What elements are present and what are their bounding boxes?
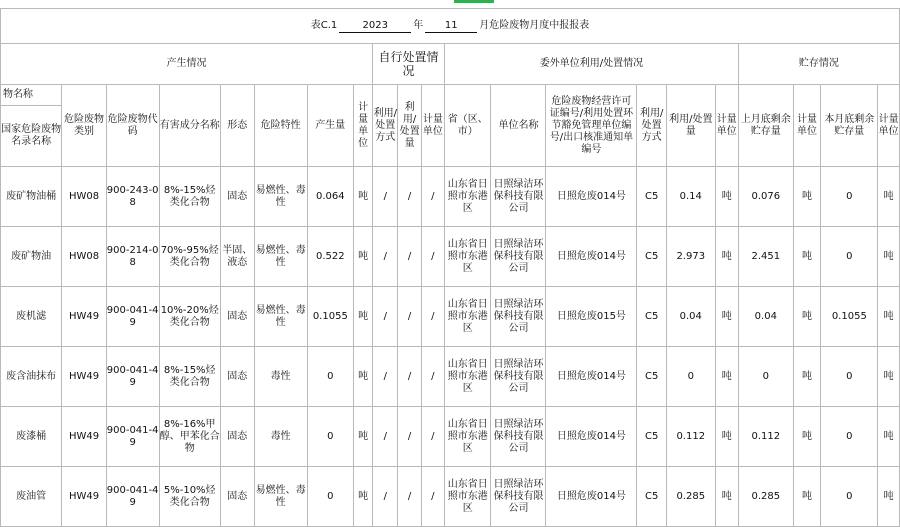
cell-out-method: C5: [637, 227, 667, 287]
cell-out-unit: 吨: [715, 467, 738, 527]
header-last-stock: 上月底剩余贮存量: [738, 85, 793, 167]
header-stock-unit-2: 计量单位: [878, 85, 900, 167]
table-row: [1, 407, 900, 467]
group-header-row: [1, 44, 900, 85]
cell-amount: 0: [307, 347, 354, 407]
cell-amount: 0.522: [307, 227, 354, 287]
header-self-amount: 利用/处置量: [398, 85, 421, 167]
cell-stock-unit: 吨: [793, 467, 820, 527]
title-year: 2023: [339, 20, 411, 33]
header-license: 危险废物经营许可证编号/利用处置环节豁免管理单位编号/出口核准通知单编号: [546, 85, 637, 167]
header-waste-name-top: 物名称: [1, 85, 62, 106]
cell-province: 山东省日照市东港区: [444, 347, 491, 407]
cell-unit: 吨: [354, 227, 373, 287]
group-produce: 产生情况: [1, 44, 373, 85]
cell-out-amount: 2.973: [666, 227, 715, 287]
cell-out-unit: 吨: [715, 407, 738, 467]
sheet-top-bar: [0, 0, 900, 8]
cell-form: 固态: [220, 467, 254, 527]
cell-unit: 吨: [354, 167, 373, 227]
table-row: [1, 167, 900, 227]
cell-stock-unit-2: 吨: [878, 227, 900, 287]
cell-stock-unit-2: 吨: [878, 347, 900, 407]
header-company: 单位名称: [491, 85, 546, 167]
cell-out-method: C5: [637, 467, 667, 527]
cell-self-unit: /: [421, 167, 444, 227]
cell-harmful: 8%-15%烃类化合物: [159, 347, 220, 407]
cell-out-amount: 0.04: [666, 287, 715, 347]
cell-province: 山东省日照市东港区: [444, 467, 491, 527]
cell-license: 日照危废014号: [546, 467, 637, 527]
cell-stock-unit-2: 吨: [878, 167, 900, 227]
cell-category: HW49: [62, 287, 106, 347]
cell-out-amount: 0.112: [666, 407, 715, 467]
cell-category: HW08: [62, 227, 106, 287]
cell-amount: 0.064: [307, 167, 354, 227]
cell-stock-unit: 吨: [793, 227, 820, 287]
cell-code: 900-214-08: [106, 227, 159, 287]
cell-license: 日照危废014号: [546, 407, 637, 467]
cell-amount: 0: [307, 467, 354, 527]
cell-name: 废含油抹布: [1, 347, 62, 407]
cell-code: 900-041-49: [106, 287, 159, 347]
cell-self-unit: /: [421, 227, 444, 287]
cell-unit: 吨: [354, 467, 373, 527]
cell-hazard: 毒性: [254, 347, 307, 407]
header-code: 危险废物代码: [106, 85, 159, 167]
table-row: [1, 347, 900, 407]
cell-out-amount: 0.14: [666, 167, 715, 227]
cell-self-amount: /: [398, 227, 421, 287]
cell-last-stock: 0.285: [738, 467, 793, 527]
cell-self-amount: /: [398, 467, 421, 527]
cell-code: 900-243-08: [106, 167, 159, 227]
table-row: [1, 227, 900, 287]
cell-amount: 0: [307, 407, 354, 467]
header-amount: 产生量: [307, 85, 354, 167]
cell-self-amount: /: [398, 167, 421, 227]
header-stock-unit: 计量单位: [793, 85, 820, 167]
cell-self-method: /: [373, 167, 398, 227]
cell-last-stock: 0.076: [738, 167, 793, 227]
header-hazard: 危险特性: [254, 85, 307, 167]
cell-category: HW49: [62, 467, 106, 527]
cell-hazard: 易燃性、毒性: [254, 287, 307, 347]
title-prefix: 表C.1: [310, 19, 338, 31]
header-category: 危险废物类别: [62, 85, 106, 167]
group-storage: 贮存情况: [738, 44, 899, 85]
cell-this-stock: 0: [821, 467, 878, 527]
cell-stock-unit-2: 吨: [878, 287, 900, 347]
cell-name: 废漆桶: [1, 407, 62, 467]
cell-out-amount: 0: [666, 347, 715, 407]
cell-code: 900-041-49: [106, 347, 159, 407]
cell-self-method: /: [373, 227, 398, 287]
cell-unit: 吨: [354, 347, 373, 407]
cell-stock-unit: 吨: [793, 287, 820, 347]
cell-out-method: C5: [637, 347, 667, 407]
cell-stock-unit: 吨: [793, 347, 820, 407]
title-month: 11: [425, 20, 477, 33]
cell-license: 日照危废014号: [546, 167, 637, 227]
cell-category: HW49: [62, 347, 106, 407]
cell-company: 日照绿洁环保科技有限公司: [491, 287, 546, 347]
cell-license: 日照危废014号: [546, 347, 637, 407]
cell-name: 废矿物油桶: [1, 167, 62, 227]
cell-amount: 0.1055: [307, 287, 354, 347]
cell-self-method: /: [373, 467, 398, 527]
cell-this-stock: 0.1055: [821, 287, 878, 347]
cell-self-method: /: [373, 287, 398, 347]
cell-self-amount: /: [398, 407, 421, 467]
cell-company: 日照绿洁环保科技有限公司: [491, 167, 546, 227]
cell-this-stock: 0: [821, 227, 878, 287]
header-waste-name: 国家危险废物名录名称: [1, 106, 62, 167]
active-cell-accent: [454, 0, 494, 3]
cell-this-stock: 0: [821, 167, 878, 227]
cell-last-stock: 0.112: [738, 407, 793, 467]
cell-stock-unit: 吨: [793, 167, 820, 227]
cell-stock-unit: 吨: [793, 407, 820, 467]
cell-company: 日照绿洁环保科技有限公司: [491, 347, 546, 407]
cell-out-unit: 吨: [715, 167, 738, 227]
header-self-method: 利用/处置方式: [373, 85, 398, 167]
cell-harmful: 70%-95%烃类化合物: [159, 227, 220, 287]
cell-out-unit: 吨: [715, 227, 738, 287]
cell-license: 日照危废015号: [546, 287, 637, 347]
cell-hazard: 毒性: [254, 407, 307, 467]
cell-province: 山东省日照市东港区: [444, 407, 491, 467]
cell-category: HW49: [62, 407, 106, 467]
header-harmful: 有害成分名称: [159, 85, 220, 167]
cell-province: 山东省日照市东港区: [444, 287, 491, 347]
cell-stock-unit-2: 吨: [878, 407, 900, 467]
cell-category: HW08: [62, 167, 106, 227]
cell-self-unit: /: [421, 407, 444, 467]
cell-harmful: 8%-15%烃类化合物: [159, 167, 220, 227]
cell-harmful: 10%-20%烃类化合物: [159, 287, 220, 347]
cell-code: 900-041-49: [106, 467, 159, 527]
title-row: [1, 9, 900, 44]
cell-stock-unit-2: 吨: [878, 467, 900, 527]
header-form: 形态: [220, 85, 254, 167]
cell-form: 固态: [220, 167, 254, 227]
cell-hazard: 易燃性、毒性: [254, 227, 307, 287]
cell-last-stock: 2.451: [738, 227, 793, 287]
header-unit: 计量单位: [354, 85, 373, 167]
column-header-row-1: [1, 85, 900, 106]
cell-name: 废油管: [1, 467, 62, 527]
cell-this-stock: 0: [821, 407, 878, 467]
cell-out-unit: 吨: [715, 347, 738, 407]
cell-province: 山东省日照市东港区: [444, 167, 491, 227]
cell-hazard: 易燃性、毒性: [254, 167, 307, 227]
header-out-method: 利用/处置方式: [637, 85, 667, 167]
header-this-stock: 本月底剩余贮存量: [821, 85, 878, 167]
cell-self-unit: /: [421, 287, 444, 347]
cell-out-method: C5: [637, 167, 667, 227]
cell-self-method: /: [373, 407, 398, 467]
cell-form: 固态: [220, 407, 254, 467]
group-self: 自行处置情况: [373, 44, 445, 85]
cell-form: 固态: [220, 347, 254, 407]
title-year-unit: 年: [413, 19, 424, 31]
cell-name: 废机滤: [1, 287, 62, 347]
cell-out-method: C5: [637, 407, 667, 467]
cell-harmful: 5%-10%烃类化合物: [159, 467, 220, 527]
cell-license: 日照危废014号: [546, 227, 637, 287]
cell-self-unit: /: [421, 467, 444, 527]
cell-form: 固态: [220, 287, 254, 347]
header-province: 省（区、市）: [444, 85, 491, 167]
cell-last-stock: 0: [738, 347, 793, 407]
cell-hazard: 易燃性、毒性: [254, 467, 307, 527]
header-out-amount: 利用/处置量: [666, 85, 715, 167]
cell-code: 900-041-49: [106, 407, 159, 467]
cell-harmful: 8%-16%甲醇、甲苯化合物: [159, 407, 220, 467]
cell-self-amount: /: [398, 347, 421, 407]
cell-out-unit: 吨: [715, 287, 738, 347]
header-out-unit: 计量单位: [715, 85, 738, 167]
report-table: [0, 8, 900, 527]
title-suffix: 月危险废物月度中报报表: [479, 19, 590, 31]
cell-unit: 吨: [354, 287, 373, 347]
cell-self-method: /: [373, 347, 398, 407]
cell-company: 日照绿洁环保科技有限公司: [491, 467, 546, 527]
cell-company: 日照绿洁环保科技有限公司: [491, 407, 546, 467]
report-title: [1, 9, 900, 44]
group-outsource: 委外单位利用/处置情况: [444, 44, 738, 85]
cell-province: 山东省日照市东港区: [444, 227, 491, 287]
cell-out-amount: 0.285: [666, 467, 715, 527]
cell-name: 废矿物油: [1, 227, 62, 287]
cell-company: 日照绿洁环保科技有限公司: [491, 227, 546, 287]
cell-self-unit: /: [421, 347, 444, 407]
cell-form: 半固、液态: [220, 227, 254, 287]
cell-self-amount: /: [398, 287, 421, 347]
table-row: [1, 287, 900, 347]
header-self-unit: 计量单位: [421, 85, 444, 167]
cell-last-stock: 0.04: [738, 287, 793, 347]
cell-out-method: C5: [637, 287, 667, 347]
cell-unit: 吨: [354, 407, 373, 467]
table-row: [1, 467, 900, 527]
cell-this-stock: 0: [821, 347, 878, 407]
